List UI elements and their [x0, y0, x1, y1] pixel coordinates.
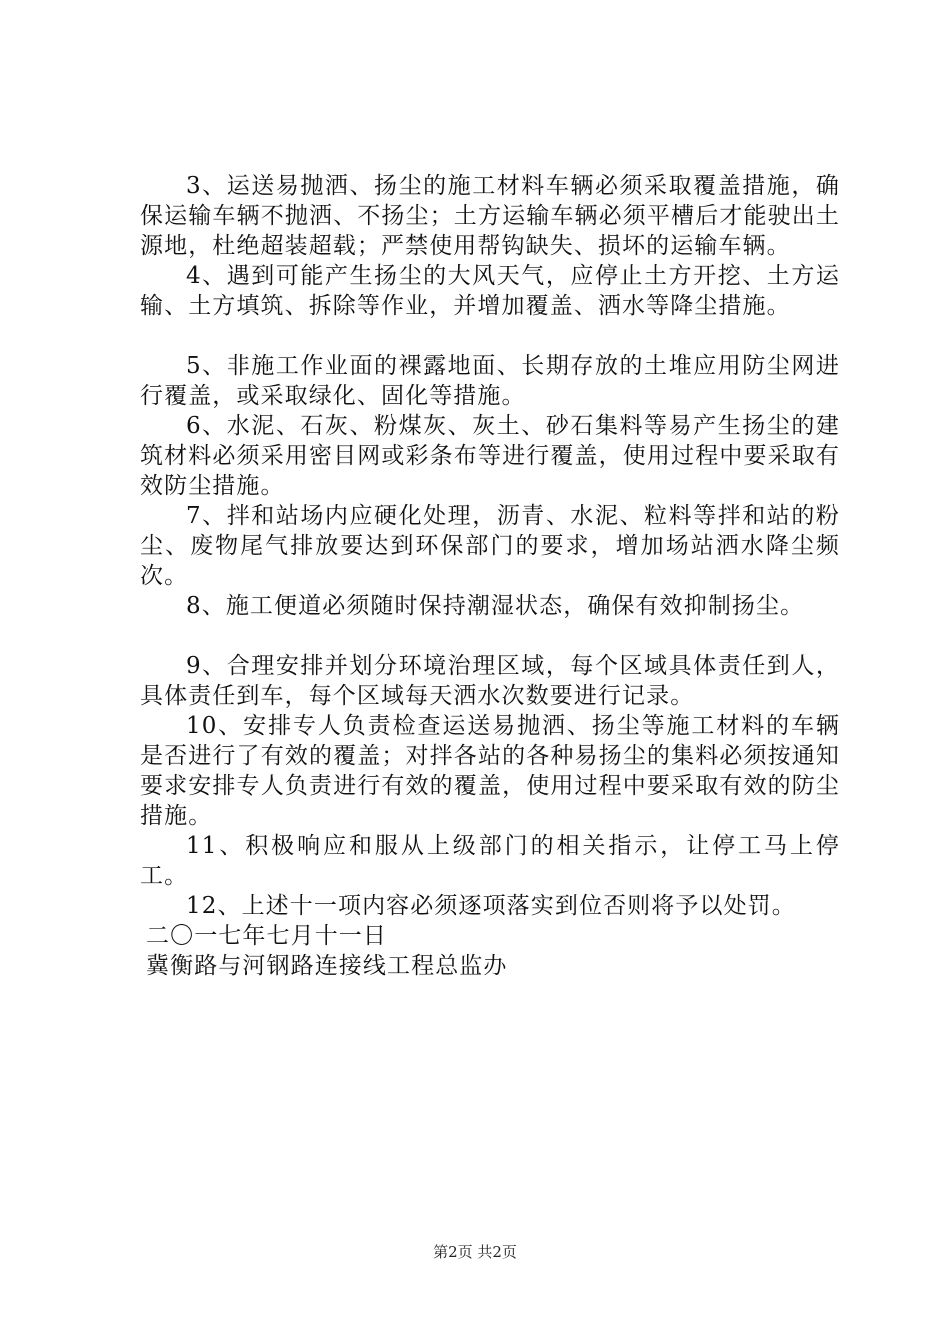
paragraph-item-3: 3、运送易抛洒、扬尘的施工材料车辆必须采取覆盖措施，确保运输车辆不抛洒、不扬尘；土方运输车辆必须平槽后才能驶出土源地，杜绝超装超载；严禁使用帮钩缺失、损坏的运输车辆。 — [140, 173, 840, 259]
document-body — [140, 171, 840, 981]
page-number-footer: 第2页 共2页 — [433, 1243, 517, 1261]
paragraph-item-10: 10、安排专人负责检查运送易抛洒、扬尘等施工材料的车辆是否进行了有效的覆盖；对拌各站的各种易扬尘的集料必须按通知要求安排专人负责进行有效的覆盖，使用过程中要采取有效的防尘措施。 — [140, 713, 840, 829]
issuer-name: 冀衡路与河钢路连接线工程总监办 — [146, 953, 508, 979]
paragraph-item-9: 9、合理安排并划分环境治理区域，每个区域具体责任到人，具体责任到车，每个区域每天洒水次数要进行记录。 — [140, 653, 840, 709]
paragraph-item-4: 4、遇到可能产生扬尘的大风天气，应停止土方开挖、土方运输、土方填筑、拆除等作业，并增加覆盖、洒水等降尘措施。 — [140, 263, 840, 319]
paragraph-item-11: 11、积极响应和服从上级部门的相关指示，让停工马上停工。 — [140, 833, 840, 889]
paragraph-item-7: 7、拌和站场内应硬化处理，沥青、水泥、粒料等拌和站的粉尘、废物尾气排放要达到环保部门的要求，增加场站洒水降尘频次。 — [140, 503, 840, 589]
paragraph-item-6: 6、水泥、石灰、粉煤灰、灰土、砂石集料等易产生扬尘的建筑材料必须采用密目网或彩条布等进行覆盖，使用过程中要采取有效防尘措施。 — [140, 413, 840, 499]
document-date: 二〇一七年七月十一日 — [146, 923, 387, 949]
paragraph-item-5: 5、非施工作业面的裸露地面、长期存放的土堆应用防尘网进行覆盖，或采取绿化、固化等措施。 — [140, 353, 840, 409]
paragraph-item-12: 12、上述十一项内容必须逐项落实到位否则将予以处罚。 — [186, 893, 796, 919]
paragraph-item-8: 8、施工便道必须随时保持潮湿状态，确保有效抑制扬尘。 — [186, 593, 805, 619]
